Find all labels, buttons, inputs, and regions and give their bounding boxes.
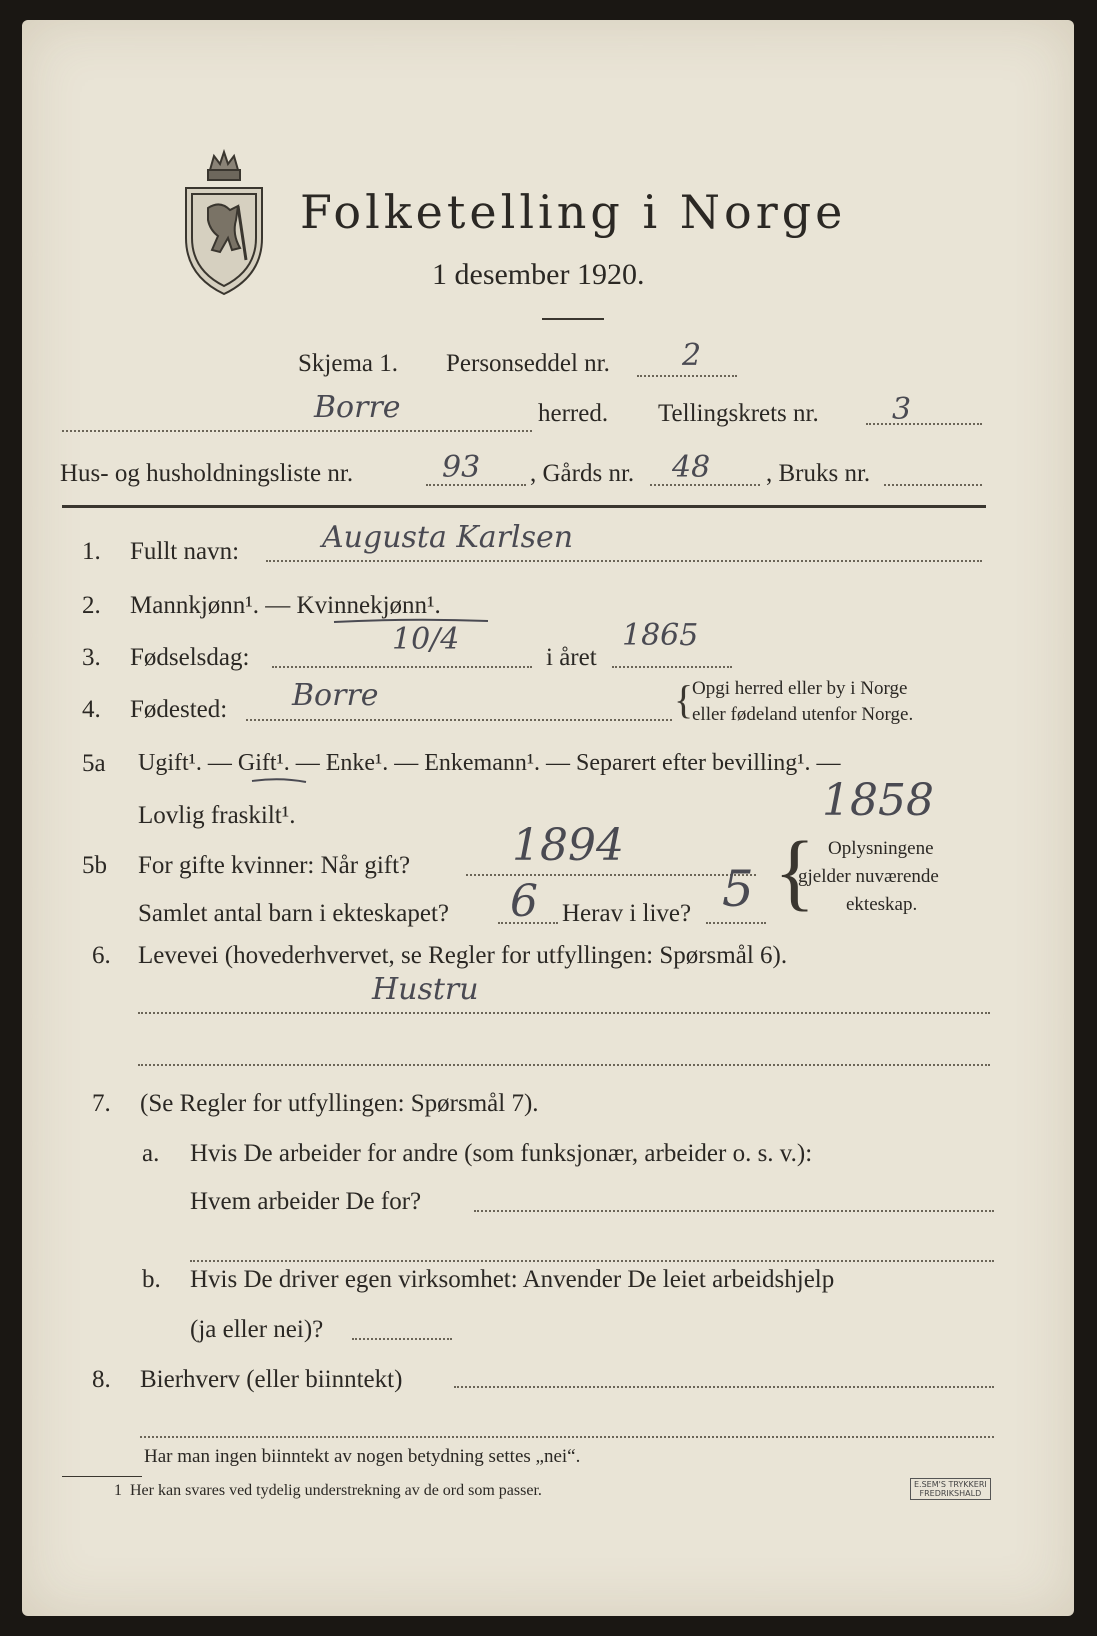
q7b-text: Hvis De driver egen virksomhet: Anvender De leiet arbeidshjelp [190, 1266, 835, 1293]
side-income-field-1[interactable] [454, 1386, 994, 1388]
married-when-label: For gifte kvinner: Når gift? [138, 852, 411, 879]
children-alive-value: 5 [722, 860, 754, 918]
norwegian-coat-of-arms-icon [180, 148, 268, 298]
marriage-note-brace: { [774, 823, 816, 919]
hired-help-field[interactable] [352, 1338, 452, 1340]
q1-label: Fullt navn: [130, 538, 240, 565]
birth-year-value: 1865 [622, 618, 699, 653]
q7b-letter: b. [142, 1266, 161, 1293]
q7a-text: Hvis De arbeider for andre (som funksjonær, arbeider o. s. v.): [190, 1140, 813, 1167]
birth-year-label: i året [546, 644, 597, 671]
gards-label: , Gårds nr. [530, 460, 635, 487]
q4-label: Fødested: [130, 696, 228, 723]
marital-extra-value: 1858 [822, 775, 934, 826]
occupation-field-1[interactable] [138, 1012, 990, 1014]
birthplace-note-1: Opgi herred eller by i Norge [692, 678, 908, 699]
occupation-value: Hustru [372, 972, 479, 1007]
printer-stamp [910, 1478, 991, 1500]
skjema-label: Skjema 1. [298, 350, 398, 377]
marriage-note-1: Oplysningene [828, 838, 934, 859]
occupation-field-2[interactable] [138, 1064, 990, 1066]
printer-stamp-line-1: E.SEM'S TRYKKERI [914, 1480, 987, 1489]
q5a-number: 5a [82, 750, 106, 777]
marital-status-options: Ugift¹. — Gift¹. — Enke¹. — Enkemann¹. — Separert efter bevilling¹. — [138, 750, 841, 776]
personseddel-label: Personseddel nr. [446, 350, 610, 377]
marriage-note-3: ekteskap. [846, 894, 918, 915]
birthday-value: 10/4 [392, 622, 460, 657]
birthplace-note-2: eller fødeland utenfor Norge. [692, 704, 914, 725]
employer-field-2[interactable] [190, 1260, 994, 1262]
husholdningsliste-value: 93 [442, 450, 481, 485]
children-alive-field[interactable] [706, 922, 766, 924]
footnote-text: Her kan svares ved tydelig understrekning av de ord som passer. [130, 1482, 542, 1499]
footnote-number: 1 [114, 1482, 122, 1499]
printer-stamp-line-2: FREDRIKSHALD [919, 1489, 982, 1498]
married-when-value: 1894 [512, 820, 624, 871]
footnote-rule [62, 1476, 142, 1477]
bruks-label: , Bruks nr. [766, 460, 871, 487]
children-alive-label: Herav i live? [562, 900, 692, 927]
marriage-note-2: gjelder nuværende [798, 866, 939, 887]
employer-label: Hvem arbeider De for? [190, 1188, 422, 1215]
q4-number: 4. [82, 696, 101, 723]
side-income-label: Bierhverv (eller biinntekt) [140, 1366, 403, 1393]
census-date: 1 desember 1920. [432, 258, 645, 291]
full-name-value: Augusta Karlsen [322, 520, 574, 555]
herred-label: herred. [538, 400, 609, 427]
census-form [22, 20, 1074, 1616]
birthplace-brace: { [674, 677, 694, 722]
q5b-number: 5b [82, 852, 107, 879]
form-title: Folketelling i Norge [300, 185, 847, 239]
herred-value: Borre [314, 390, 401, 425]
husholdningsliste-label: Hus- og husholdningsliste nr. [60, 460, 354, 487]
bruks-field[interactable] [884, 484, 982, 486]
side-income-note: Har man ingen biinntekt av nogen betydning settes „nei“. [144, 1446, 581, 1467]
q7-number: 7. [92, 1090, 111, 1117]
q6-number: 6. [92, 942, 111, 969]
hired-help-label: (ja eller nei)? [190, 1316, 324, 1343]
herred-field[interactable] [62, 430, 532, 432]
q2-number: 2. [82, 592, 101, 619]
gards-value: 48 [672, 450, 711, 485]
tellingskrets-value: 3 [892, 392, 912, 427]
q2-label: Mannkjønn¹. — Kvinnekjønn¹. [130, 592, 441, 619]
full-name-field[interactable] [266, 560, 982, 562]
tellingskrets-field[interactable] [866, 423, 982, 425]
occupation-label: Levevei (hovederhvervet, se Regler for utfyllingen: Spørsmål 6). [138, 942, 788, 969]
q7a-letter: a. [142, 1140, 160, 1167]
q3-label: Fødselsdag: [130, 644, 250, 671]
children-count-label: Samlet antal barn i ekteskapet? [138, 900, 449, 927]
marital-status-divorced: Lovlig fraskilt¹. [138, 802, 296, 829]
employer-field-1[interactable] [474, 1210, 994, 1212]
q3-number: 3. [82, 644, 101, 671]
tellingskrets-label: Tellingskrets nr. [658, 400, 819, 427]
underline-mark-icon [250, 776, 310, 786]
side-income-field-2[interactable] [140, 1436, 994, 1438]
header-rule [62, 505, 986, 508]
birthday-field[interactable] [272, 666, 532, 668]
birthplace-field[interactable] [246, 719, 672, 721]
personseddel-value: 2 [682, 338, 702, 373]
birthplace-value: Borre [292, 678, 379, 713]
children-count-value: 6 [510, 876, 538, 927]
title-divider [542, 318, 604, 320]
birth-year-field[interactable] [612, 666, 732, 668]
personseddel-field[interactable] [637, 375, 737, 377]
q1-number: 1. [82, 538, 101, 565]
q7-label: (Se Regler for utfyllingen: Spørsmål 7). [140, 1090, 539, 1117]
q8-number: 8. [92, 1366, 111, 1393]
